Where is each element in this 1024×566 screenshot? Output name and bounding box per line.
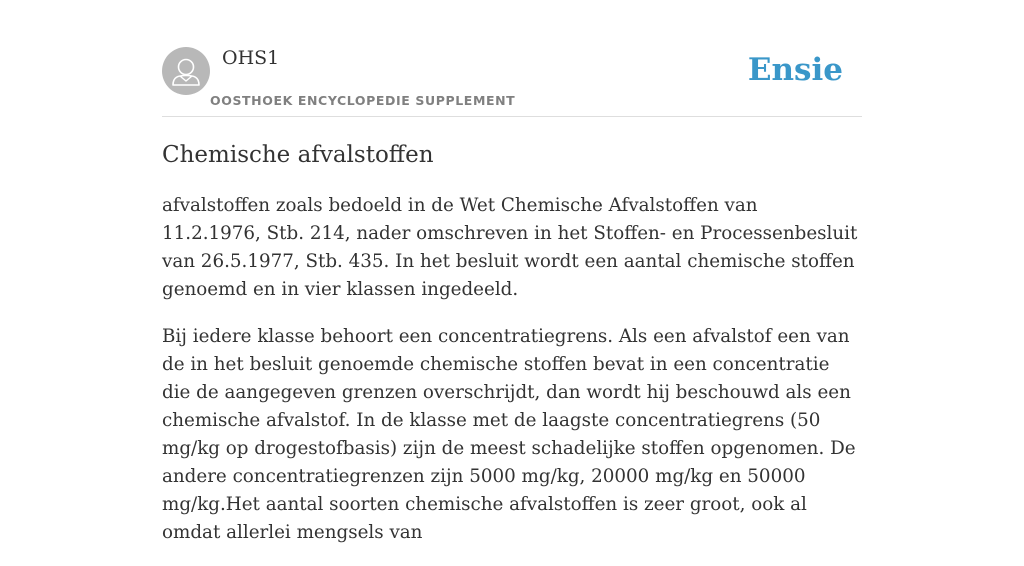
page-title: Chemische afvalstoffen <box>162 142 434 168</box>
article-body <box>162 192 862 566</box>
author-name[interactable]: OHS1 <box>222 47 280 69</box>
user-icon <box>162 47 210 95</box>
article-paragraph: Bij iedere klasse behoort een concentratiegrens. Als een afvalstof een van de in het besluit genoemde chemische stoffen bevat in een concentratie die de aangegeven grenzen overschrijdt, dan wordt hij beschouwd als een chemische afvalstof. In de klasse met de laagste concentratiegrens (50 mg/kg op drogestofbasis) zijn de meest schadelijke stoffen opgenomen. De andere concentratiegrenzen zijn 5000 mg/kg, 20000 mg/kg en 50000 mg/kg.Het aantal soorten chemische afvalstoffen is zeer groot, ook al omdat allerlei mengsels van <box>162 326 856 543</box>
publication-name[interactable]: OOSTHOEK ENCYCLOPEDIE SUPPLEMENT <box>210 93 516 108</box>
brand-logo[interactable]: Ensie <box>747 52 843 88</box>
article-paragraph: afvalstoffen zoals bedoeld in de Wet Chemische Afvalstoffen van 11.2.1976, Stb. 214, nader omschreven in het Stoffen- en Processenbesluit van 26.5.1977, Stb. 435. In het besluit wordt een aantal chemische stoffen genoemd en in vier klassen ingedeeld. <box>162 195 858 300</box>
author-avatar[interactable] <box>162 47 210 95</box>
article-header <box>162 46 862 117</box>
